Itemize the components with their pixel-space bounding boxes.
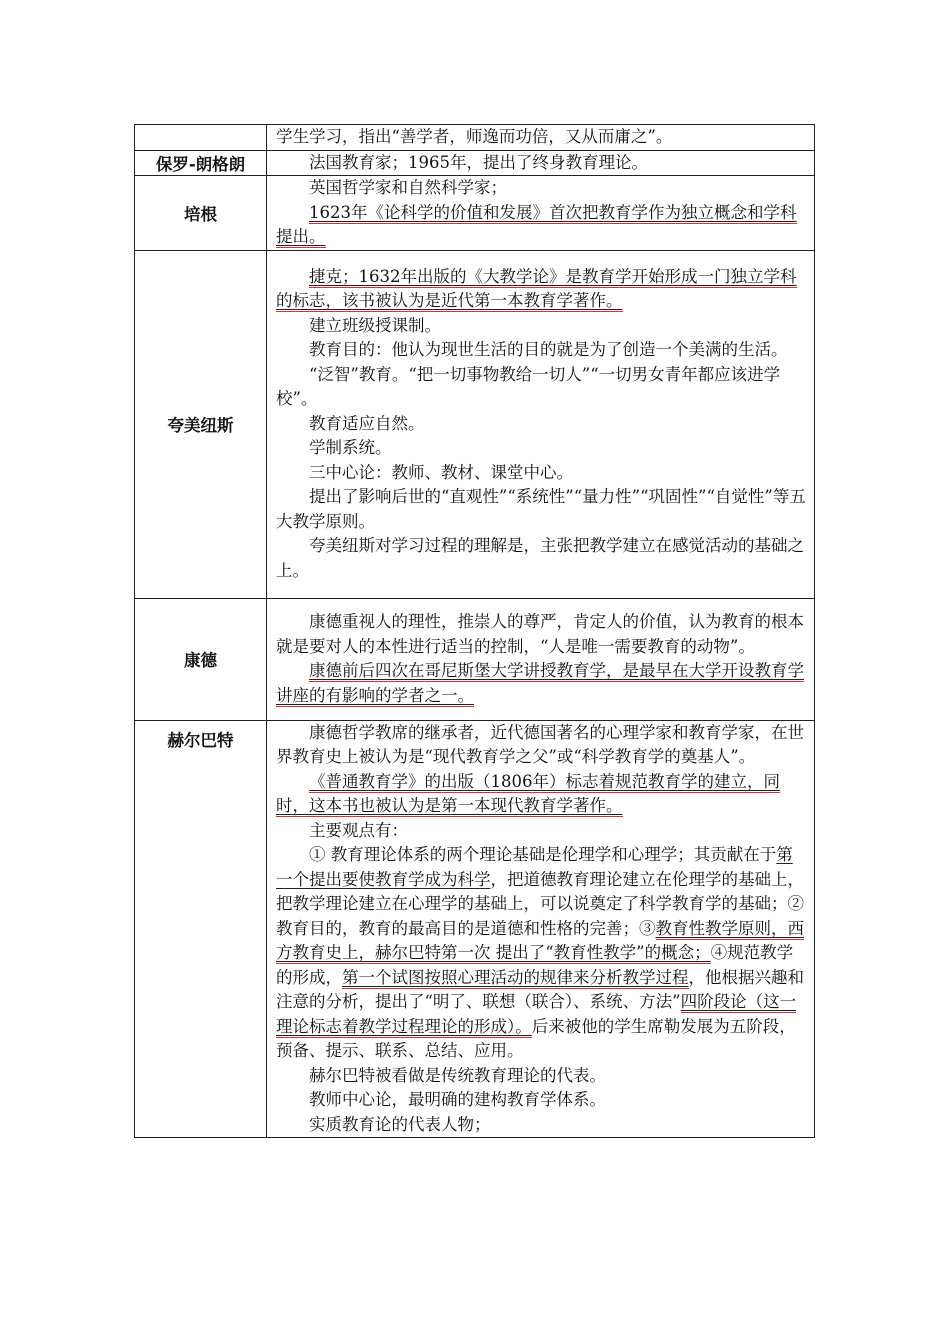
- description-paragraph: [276, 151, 808, 176]
- educator-name: 赫尔巴特: [135, 720, 267, 1138]
- educator-name: 康德: [135, 598, 267, 720]
- text-segment: 教育适应自然。: [309, 413, 425, 433]
- educator-name: [135, 125, 267, 151]
- highlighted-text: 《普通教育学》的出版（1806年）标志着规范教育学的建立，同时，这本书也被认为是第一本现代教育学著作。: [276, 771, 780, 815]
- description-paragraph: [276, 610, 808, 659]
- text-segment: 提出了影响后世的“直观性”“系统性”“量力性”“巩固性”“自觉性”等五大教学原则。: [276, 487, 806, 531]
- educators-table: [134, 124, 815, 1138]
- highlighted-text: 教育性教学原则，西方教育史上，赫尔巴特第一次 提出了“教育性教学”的概念；: [276, 918, 804, 962]
- description-paragraph: [276, 721, 808, 770]
- educator-description: [267, 150, 815, 176]
- description-paragraph: [276, 125, 808, 150]
- text-segment: 后来被他的学生席勒发展为五阶段，预备、提示、联系、总结、应用。: [276, 1016, 796, 1060]
- table-row: [135, 125, 815, 151]
- text-segment: 学生学习，指出“善学者，师逸而功倍，又从而庸之”。: [276, 127, 673, 146]
- description-paragraph: [276, 461, 808, 486]
- description-paragraph: [276, 1064, 808, 1089]
- description-paragraph: [276, 485, 808, 534]
- educator-description: [267, 598, 815, 720]
- text-segment: 三中心论：教师、教材、课堂中心。: [309, 462, 573, 482]
- description-paragraph: [276, 314, 808, 339]
- educator-name: 夸美纽斯: [135, 250, 267, 598]
- text-segment: ① 教育理论体系的两个理论基础是伦理学和心理学；其贡献在于: [309, 845, 777, 864]
- highlighted-text: 第一个试图按照心理活动的规律来分析教学过程: [342, 967, 689, 987]
- description-paragraph: [276, 659, 808, 708]
- text-segment: ④规范教学的形成，: [276, 943, 794, 987]
- description-paragraph: [276, 201, 808, 250]
- text-segment: 英国哲学家和自然科学家；: [309, 178, 507, 197]
- description-paragraph: [276, 770, 808, 819]
- text-segment: “泛智”教育。“把一切事物教给一切人”“一切男女青年都应该进学校”。: [276, 364, 781, 409]
- description-paragraph: [276, 843, 808, 1064]
- text-segment: 实质教育论的代表人物；: [309, 1114, 491, 1134]
- text-segment: 法国教育家；1965年，提出了终身教育理论。: [309, 152, 648, 172]
- text-segment: 夸美纽斯对学习过程的理解是，主张把教学建立在感觉活动的基础之上。: [276, 536, 804, 580]
- educator-name: 培根: [135, 176, 267, 251]
- table-row: [135, 150, 815, 176]
- underlined-text: 第一个提出要使教育学成为科学: [276, 845, 793, 889]
- text-segment: 教育目的：他认为现世生活的目的就是为了创造一个美满的生活。: [309, 340, 788, 360]
- educator-description: [267, 176, 815, 251]
- table-row: [135, 250, 815, 598]
- description-paragraph: [276, 176, 808, 201]
- educator-description: [267, 250, 815, 598]
- text-segment: 康德重视人的理性，推崇人的尊严，肯定人的价值，认为教育的根本就是要对人的本性进行适当的控制，“人是唯一需要教育的动物”。: [276, 612, 804, 656]
- table-row: [135, 598, 815, 720]
- text-segment: 康德哲学教席的继承者，近代德国著名的心理学家和教育学家，在世界教育史上被认为是“现代教育学之父”或“科学教育学的奠基人”。: [276, 722, 804, 766]
- description-paragraph: [276, 436, 808, 461]
- educator-description: [267, 720, 815, 1138]
- highlighted-text: 康德前后四次在哥尼斯堡大学讲授教育学，是最早在大学开设教育学讲座的有影响的学者之一。: [276, 661, 804, 705]
- text-segment: ，把道德教育理论建立在伦理学的基础上，把教学理论建立在心理学的基础上，可以说奠定了科学教育学的基础；②教育目的，教育的最高目的是道德和性格的完善；③: [276, 869, 804, 938]
- description-paragraph: [276, 819, 808, 844]
- educator-description: [267, 125, 815, 151]
- table-row: [135, 176, 815, 251]
- highlighted-text: 四阶段论（这一理论标志着教学过程理论的形成）。: [276, 992, 797, 1036]
- highlighted-text: 1623年《论科学的价值和发展》首次把教育学作为独立概念和学科提出。: [276, 202, 797, 246]
- text-segment: 教师中心论，最明确的建构教育学体系。: [309, 1090, 606, 1109]
- document-page: [134, 124, 815, 1138]
- description-paragraph: [276, 412, 808, 437]
- text-segment: 赫尔巴特被看做是传统教育理论的代表。: [309, 1065, 606, 1085]
- description-paragraph: [276, 1088, 808, 1113]
- text-segment: 建立班级授课制。: [309, 315, 441, 335]
- description-paragraph: [276, 1113, 808, 1138]
- text-segment: 学制系统。: [309, 438, 392, 458]
- description-paragraph: [276, 363, 808, 412]
- table-row: [135, 720, 815, 1138]
- text-segment: ，他根据兴趣和注意的分析，提出了“明了、联想（联合）、系统、方法”: [276, 967, 804, 1011]
- description-paragraph: [276, 534, 808, 583]
- description-paragraph: [276, 338, 808, 363]
- educator-name: 保罗-朗格朗: [135, 150, 267, 176]
- highlighted-text: 捷克；1632年出版的《大教学论》是教育学开始形成一门独立学科的标志，该书被认为是近代第一本教育学著作。: [276, 266, 797, 311]
- text-segment: 主要观点有：: [309, 820, 408, 840]
- description-paragraph: [276, 265, 808, 314]
